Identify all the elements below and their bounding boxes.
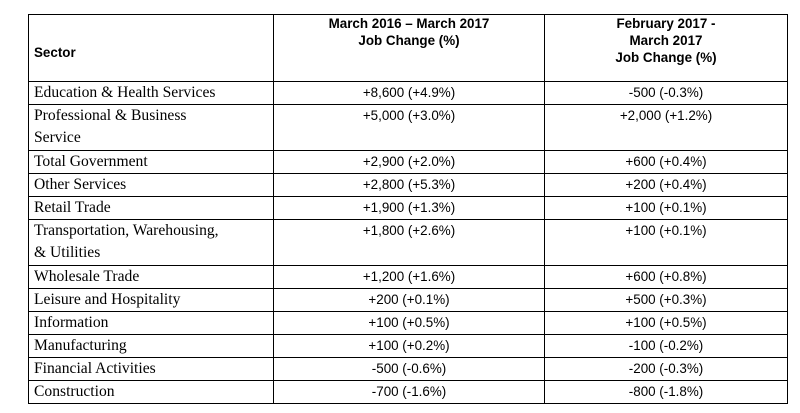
month-change-cell: +100 (+0.1%) (545, 197, 788, 220)
sector-name-line1: Information (34, 314, 109, 331)
sector-cell (29, 289, 274, 312)
table-row (29, 335, 788, 358)
sector-name-line1: Retail Trade (34, 199, 111, 216)
table-row (29, 220, 788, 266)
sector-name-line1: Wholesale Trade (34, 268, 140, 285)
sector-cell (29, 82, 274, 105)
table-row (29, 312, 788, 335)
table-row (29, 197, 788, 220)
header-row (29, 15, 788, 82)
month-change-cell: -200 (-0.3%) (545, 358, 788, 381)
sector-name-line1: Total Government (34, 153, 148, 170)
sector-cell (29, 358, 274, 381)
sector-cell (29, 381, 274, 404)
sector-name-line1: Leisure and Hospitality (34, 291, 181, 308)
sector-name-line1: Professional & Business (34, 107, 187, 124)
sector-name-line2: & Utilities (34, 244, 101, 261)
month-change-cell: +600 (+0.4%) (545, 151, 788, 174)
month-change-cell: -800 (-1.8%) (545, 381, 788, 404)
year-header-line2: Job Change (%) (358, 33, 460, 48)
year-change-cell: -700 (-1.6%) (274, 381, 545, 404)
year-change-cell: +1,200 (+1.6%) (274, 266, 545, 289)
sector-cell (29, 174, 274, 197)
month-change-column-header (545, 15, 788, 82)
table-row (29, 82, 788, 105)
year-change-cell: +8,600 (+4.9%) (274, 82, 545, 105)
year-change-cell: +200 (+0.1%) (274, 289, 545, 312)
month-change-cell: +200 (+0.4%) (545, 174, 788, 197)
sector-name-line1: Education & Health Services (34, 84, 216, 101)
sector-cell (29, 197, 274, 220)
sector-column-header (29, 15, 274, 82)
year-change-cell: +5,000 (+3.0%) (274, 105, 545, 151)
sector-name-line1: Other Services (34, 176, 127, 193)
month-change-cell: +600 (+0.8%) (545, 266, 788, 289)
sector-cell (29, 335, 274, 358)
sector-name-line1: Transportation, Warehousing, (34, 222, 219, 239)
table-row (29, 266, 788, 289)
year-change-cell: +100 (+0.2%) (274, 335, 545, 358)
month-change-cell: +100 (+0.5%) (545, 312, 788, 335)
sector-name-line2: Service (34, 129, 81, 146)
sector-cell (29, 105, 274, 151)
month-header-line1: February 2017 - (616, 16, 716, 31)
table-row (29, 151, 788, 174)
sector-cell (29, 151, 274, 174)
sector-header-label: Sector (34, 44, 76, 60)
year-header-line1: March 2016 – March 2017 (328, 16, 490, 31)
table-row (29, 358, 788, 381)
month-change-cell: -100 (-0.2%) (545, 335, 788, 358)
sector-name-line1: Manufacturing (34, 337, 127, 354)
table-row (29, 289, 788, 312)
job-change-table (28, 14, 788, 404)
year-change-column-header (274, 15, 545, 82)
year-change-cell: +2,800 (+5.3%) (274, 174, 545, 197)
sector-name-line1: Financial Activities (34, 360, 156, 377)
year-change-cell: +1,900 (+1.3%) (274, 197, 545, 220)
table-row (29, 105, 788, 151)
year-change-cell: -500 (-0.6%) (274, 358, 545, 381)
month-change-cell: -500 (-0.3%) (545, 82, 788, 105)
table-row (29, 174, 788, 197)
sector-name-line1: Construction (34, 383, 115, 400)
year-change-cell: +1,800 (+2.6%) (274, 220, 545, 266)
month-header-line2: March 2017 (629, 33, 703, 48)
month-change-cell: +500 (+0.3%) (545, 289, 788, 312)
month-change-cell: +2,000 (+1.2%) (545, 105, 788, 151)
month-header-line3: Job Change (%) (615, 50, 717, 65)
sector-cell (29, 220, 274, 266)
sector-cell (29, 266, 274, 289)
table-row (29, 381, 788, 404)
month-change-cell: +100 (+0.1%) (545, 220, 788, 266)
sector-cell (29, 312, 274, 335)
year-change-cell: +2,900 (+2.0%) (274, 151, 545, 174)
year-change-cell: +100 (+0.5%) (274, 312, 545, 335)
